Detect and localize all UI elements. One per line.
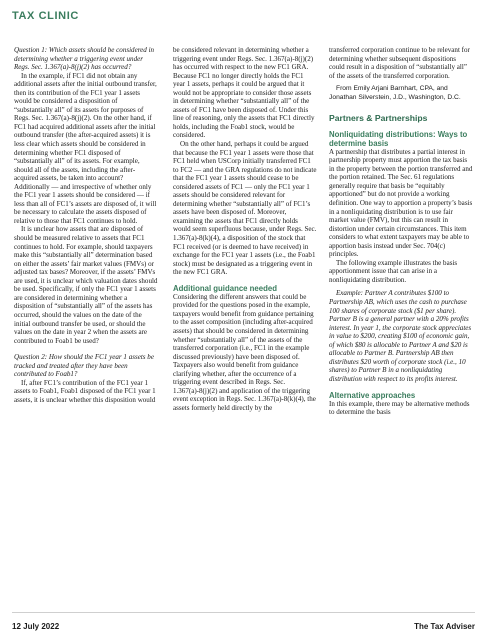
paragraph: In the example, if FC1 did not obtain any additional assets after the initial outbound transfer, then its contribution of the FC1 year 1 assets would be considered a disposition of “substantially all” of its assets for purposes of Regs. Sec. 1.367(a)-8(j)(2). On the other hand, if FC1 had acquired additional assets after the initial outbound transfer (the after-acquired assets) it is less clear which assets should be considered in determining whether FC1 disposed of “substantially all” of its assets. For example, should all of the assets, including the after-acquired assets, be taken into account? Additionally — and irrespective of whether only the FC1 year 1 assets should be considered — if less than all of FC1’s assets are disposed of, it will be necessary to calculate the assets disposed of relative to those that FC1 continues to hold. <box>14 71 157 225</box>
section-heading: Partners & Partnerships <box>329 113 428 124</box>
subheading-alternative-approaches: Alternative approaches <box>329 390 416 400</box>
page-number: 12 July 2022 <box>12 622 60 631</box>
column-3 <box>329 46 473 417</box>
question-1: Question 1: Which assets should be considered in determining whether a triggering event under Regs. Sec. 1.367(a)-8(j)(2) has occurred? <box>14 46 155 72</box>
paragraph: On the other hand, perhaps it could be argued that because the FC1 year 1 assets were those that FC1 held when USCorp initially transferred FC1 to FC2 — and the GRA regulations do not indicate that the FC1 year 1 assets should cease to be considered assets of FC1 — only the FC1 year 1 assets should be considered relevant for determining whether “substantially all” of FC1’s assets have been disposed of. Moreover, examining the assets that FC1 directly holds would seem superfluous because, under Regs. Sec. 1.367(a)-8(k)(4), a disposition of the stock that FC1 received (or is deemed to have received) in exchange for the FC1 year 1 assets (i.e., the Foab1 stock) must be designated as a triggering event in the new FC1 GRA. <box>173 140 317 277</box>
byline: From Emily Arjani Barnhart, CPA, and Jonathan Silverstein, J.D., Washington, D.C. <box>329 85 461 101</box>
paragraph: The following example illustrates the basis apportionment issue that can arise in a nonliquidating distribution. <box>329 258 458 284</box>
footer-divider <box>12 612 475 613</box>
paragraph: It is unclear how assets that are disposed of should be measured relative to assets that FC1 continues to hold. For example, should taxpayers make this “substantially all” determination based on either the assets’ fair market values (FMVs) or adjusted tax bases? Moreover, if the assets’ FMVs are used, it is unclear which valuation dates should be used. Specifically, if only the FC1 year 1 assets are considered in determining whether a disposition of “substantially all” of the assets has occurred, should the values on the date of the initial outbound transfer be used, or should the values on the date in year 2 when the assets are contributed to Foab1 be used? <box>14 225 158 345</box>
subheading-additional-guidance: Additional guidance needed <box>173 283 277 293</box>
paragraph: If, after FC1’s contribution of the FC1 year 1 assets to Foab1, Foab1 disposed of the FC1 year 1 assets, it is unclear whether this disposition would <box>14 378 156 404</box>
question-2: Question 2: How should the FC1 year 1 assets be tracked and treated after they have been contributed to Foab1? <box>14 353 154 379</box>
example-paragraph: Example: Partner A contributes $100 to Partnership AB, which uses the cash to purchase 100 shares of corporate stock ($1 per share). Partner B is a general partner with a 20% profits interest. In year 1, the corporate stock appreciates in value to $200, creating $100 of economic gain, of which $80 is allocable to Partner A and $20 is allocable to Partner B. Partnership AB then distributes $20 worth of corporate stock (i.e., 10 shares) to Partner B in a nonliquidating distribution with respect to its profits interest. <box>329 289 472 383</box>
header-title: TAX CLINIC <box>12 10 79 22</box>
paragraph: transferred corporation continue to be relevant for determining whether subsequent dispositions could result in a disposition of “substantially all” of the assets of the transferred corporation. <box>329 46 470 80</box>
column-2 <box>173 46 317 412</box>
column-1 <box>14 46 158 404</box>
section-header <box>12 10 79 22</box>
paragraph: Considering the different answers that could be provided for the questions posed in the example, taxpayers would benefit from guidance pertaining to the asset composition (including after-acquired assets) that should be considered in determining whether “substantially all” of the assets of the transferred corporation (i.e., FC1 in the example discussed previously) have been disposed of. Taxpayers also would benefit from guidance clarifying whether, after the occurrence of a triggering event described in Regs. Sec. 1.367(a)-8(j)(2) and application of the triggering event exception in Regs. Sec. 1.367(a)-8(k)(4), the assets formerly held directly by the <box>173 292 316 412</box>
paragraph: A partnership that distributes a partial interest in partnership property must apportion the tax basis in the property between the portion transferred and the portion retained. The Sec. 61 regulations generally require that basis be “equitably apportioned” but do not provide a working definition. One way to apportion a property’s basis in a nonliquidating distribution is to use fair market value (FMV), but this can result in distortion under certain circumstances. This item considers to what extent taxpayers may be able to apportion basis instead under Sec. 704(c) principles. <box>329 147 473 259</box>
subheading-nonliquidating: Nonliquidating distributions: Ways to determine basis <box>329 129 468 148</box>
publication-name: The Tax Adviser <box>414 622 475 631</box>
paragraph: be considered relevant in determining whether a triggering event under Regs. Sec. 1.367(a)-8(j)(2) has occurred with respect to the new FC1 GRA. Because FC1 no longer directly holds the FC1 year 1 assets, perhaps it could be argued that it would not be appropriate to consider those assets in determining whether “substantially all” of the assets of FC1 have been disposed of. Under this line of reasoning, only the assets that FC1 directly holds, including the Foab1 stock, would be considered. <box>173 46 315 140</box>
paragraph: In this example, there may be alternative methods to determine the basis <box>329 399 470 417</box>
